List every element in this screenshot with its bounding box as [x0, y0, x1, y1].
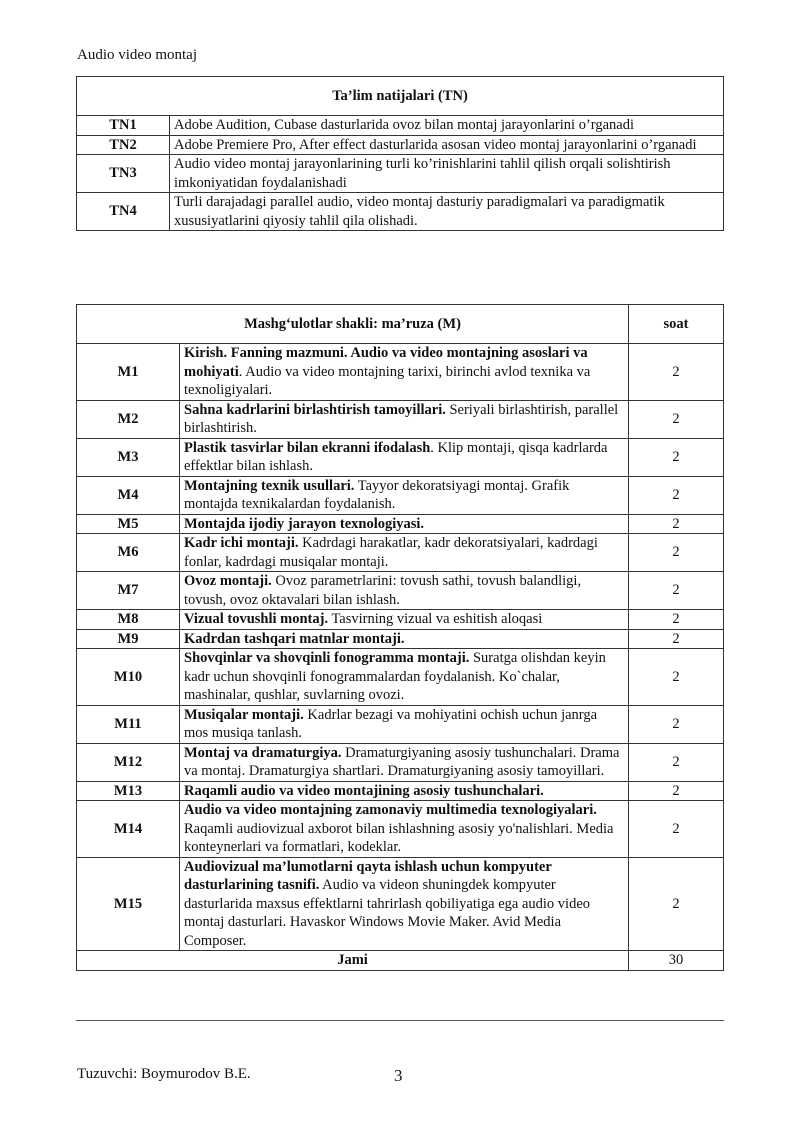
lectures-heading: Mashg‘ulotlar shakli: ma’ruza (M): [77, 305, 629, 344]
lecture-hours: 2: [629, 572, 724, 610]
lecture-topic-description: Kadrlar bezagi va mohiyatini ochish uchun janrga mos musiqa tanlash.: [184, 706, 598, 741]
lecture-topic: [180, 476, 629, 514]
lecture-topic-title: Plastik tasvirlar bilan ekranni ifodalash: [184, 439, 431, 456]
lecture-topic: [180, 629, 629, 649]
table-row: [77, 155, 724, 193]
lecture-topic-title: Raqamli audio va video montajining asosiy tushunchalari.: [184, 782, 544, 799]
lecture-hours: 2: [629, 610, 724, 630]
total-row: [77, 951, 724, 971]
table-row: [77, 514, 724, 534]
lecture-topic: [180, 344, 629, 401]
lecture-topic: [180, 801, 629, 858]
lecture-topic: [180, 705, 629, 743]
lecture-hours: 2: [629, 534, 724, 572]
lecture-code: M1: [77, 344, 180, 401]
lecture-code: M15: [77, 857, 180, 951]
lecture-topic-description: . Audio va video montajning tarixi, birinchi avlod texnika va texnoligiyalari.: [184, 363, 591, 398]
outcome-text: Audio video montaj jarayonlarining turli ko’rinishlarini tahlil qilish orqali solishtirish imkoniyatidan foydalanishadi: [170, 155, 724, 193]
lecture-topic: [180, 534, 629, 572]
lecture-code: M11: [77, 705, 180, 743]
outcome-code: TN1: [77, 116, 170, 136]
document-header-title: Audio video montaj: [77, 47, 197, 63]
lecture-topic-description: Audio va videon shuningdek kompyuter dasturlarida maxsus effektlarni tahrirlash qobiliyatiga ega audio video montaj dasturlari. Havaskor Windows Movie Maker. Avid Media Composer.: [184, 877, 591, 949]
lecture-hours: 2: [629, 857, 724, 951]
lecture-topic-title: Shovqinlar va shovqinli fonogramma montaji.: [184, 650, 470, 666]
lecture-code: M12: [77, 743, 180, 781]
table-row: [77, 438, 724, 476]
lecture-topic-title: Audiovizual ma’lumotlarni qayta ishlash uchun kompyuter dasturlarining tasnifi.: [184, 858, 552, 893]
outcome-text: Adobe Audition, Cubase dasturlarida ovoz bilan montaj jarayonlarini o’rganadi: [170, 116, 724, 136]
lecture-hours: 2: [629, 514, 724, 534]
table-row: [77, 857, 724, 951]
lecture-topic: [180, 438, 629, 476]
lecture-topic-title: Montajning texnik usullari.: [184, 477, 355, 494]
table-row: [77, 344, 724, 401]
lecture-topic-title: Audio va video montajning zamonaviy multimedia texnologiyalari.: [184, 802, 597, 818]
lecture-hours: 2: [629, 649, 724, 706]
table-row: [77, 781, 724, 801]
lecture-topic-description: Tasvirning vizual va eshitish aloqasi: [328, 611, 543, 627]
table-row: [77, 135, 724, 155]
lecture-code: M14: [77, 801, 180, 858]
lecture-code: M10: [77, 649, 180, 706]
page-number: 3: [394, 1066, 403, 1085]
table-row: [77, 116, 724, 136]
lecture-topic: [180, 743, 629, 781]
total-hours: 30: [629, 951, 724, 971]
learning-outcomes-table: [76, 76, 724, 231]
footer-author: Tuzuvchi: Boymurodov B.E.: [77, 1066, 251, 1082]
lecture-hours: 2: [629, 438, 724, 476]
lecture-topic: [180, 514, 629, 534]
lecture-topic-description: Dramaturgiyaning asosiy tushunchalari. Drama va montaj. Dramaturgiya shartlari. Dramaturgiyaning asosiy tamoyillari.: [184, 744, 620, 779]
lecture-code: M8: [77, 610, 180, 630]
table-row: [77, 534, 724, 572]
footer-divider: [76, 1020, 724, 1021]
lecture-hours: 2: [629, 400, 724, 438]
lecture-topic-title: Montaj va dramaturgiya.: [184, 744, 342, 761]
table-row: [77, 649, 724, 706]
outcome-text: Adobe Premiere Pro, After effect dasturlarida asosan video montaj jarayonlarini o’rganadi: [170, 135, 724, 155]
lecture-topic-title: Montajda ijodiy jarayon texnologiyasi.: [184, 515, 425, 532]
outcome-code: TN2: [77, 135, 170, 155]
table-row: [77, 476, 724, 514]
lecture-hours: 2: [629, 781, 724, 801]
lecture-topic-title: Kirish. Fanning mazmuni. Audio va video montajning asoslari va mohiyati: [184, 345, 588, 380]
lecture-topic: [180, 781, 629, 801]
lecture-hours: 2: [629, 476, 724, 514]
lecture-topic: [180, 400, 629, 438]
lecture-topic-title: Sahna kadrlarini birlashtirish tamoyillari.: [184, 401, 446, 418]
lecture-topic: [180, 857, 629, 951]
lecture-code: M2: [77, 400, 180, 438]
lecture-code: M3: [77, 438, 180, 476]
lecture-topic-description: Tayyor dekoratsiyagi montaj. Grafik montajda texnikalardan foydalanish.: [184, 477, 570, 512]
lecture-topic: [180, 572, 629, 610]
outcome-text: Turli darajadagi parallel audio, video montaj dasturiy paradigmalari va paradigmatik xususiyatlarini qiyosiy tahlil qila olishadi.: [170, 193, 724, 231]
lecture-topic-title: Kadr ichi montaji.: [184, 535, 299, 551]
lecture-code: M7: [77, 572, 180, 610]
lecture-topic: [180, 649, 629, 706]
table-row: [77, 629, 724, 649]
lecture-code: M6: [77, 534, 180, 572]
lecture-code: M5: [77, 514, 180, 534]
lecture-topic-title: Vizual tovushli montaj.: [184, 611, 329, 627]
table-row: [77, 610, 724, 630]
learning-outcomes-heading: Ta’lim natijalari (TN): [77, 77, 724, 116]
outcome-code: TN4: [77, 193, 170, 231]
lecture-topic-description: Raqamli audiovizual axborot bilan ishlashning asosiy yo'nalishlari. Media konteynerlari va formatlari, kodeklar.: [184, 820, 614, 855]
table-row: [77, 193, 724, 231]
lecture-topic-description: Seriyali birlashtirish, parallel birlashtirish.: [184, 401, 619, 436]
lecture-code: M4: [77, 476, 180, 514]
lecture-hours: 2: [629, 743, 724, 781]
table-row: [77, 572, 724, 610]
table-row: [77, 801, 724, 858]
lectures-table: [76, 304, 724, 971]
lecture-topic-description: Kadrdagi harakatlar, kadr dekoratsiyalari, kadrdagi fonlar, kadrdagi musiqalar montaji.: [184, 535, 598, 570]
lecture-hours: 2: [629, 344, 724, 401]
lecture-topic-description: Ovoz parametrlarini: tovush sathi, tovush balandligi, tovush, ovoz oktavalari bilan ishlash.: [184, 573, 582, 608]
lecture-hours: 2: [629, 705, 724, 743]
lecture-topic-description: Suratga olishdan keyin kadr uchun shovqinli fonogrammalardan foydalanish. Ko`chalar, mashinalar, qushlar, suvlarning ovozi.: [184, 650, 606, 703]
lecture-code: M13: [77, 781, 180, 801]
lecture-topic-title: Musiqalar montaji.: [184, 706, 304, 723]
outcome-code: TN3: [77, 155, 170, 193]
lecture-topic-description: . Klip montaji, qisqa kadrlarda effektlar bilan ishlash.: [184, 439, 608, 474]
hours-heading: soat: [629, 305, 724, 344]
lecture-hours: 2: [629, 629, 724, 649]
lecture-code: M9: [77, 629, 180, 649]
table-row: [77, 400, 724, 438]
lecture-hours: 2: [629, 801, 724, 858]
total-label: Jami: [77, 951, 629, 971]
lecture-topic-title: Ovoz montaji.: [184, 573, 272, 589]
table-row: [77, 743, 724, 781]
table-row: [77, 705, 724, 743]
lecture-topic: [180, 610, 629, 630]
lecture-topic-title: Kadrdan tashqari matnlar montaji.: [184, 630, 405, 647]
